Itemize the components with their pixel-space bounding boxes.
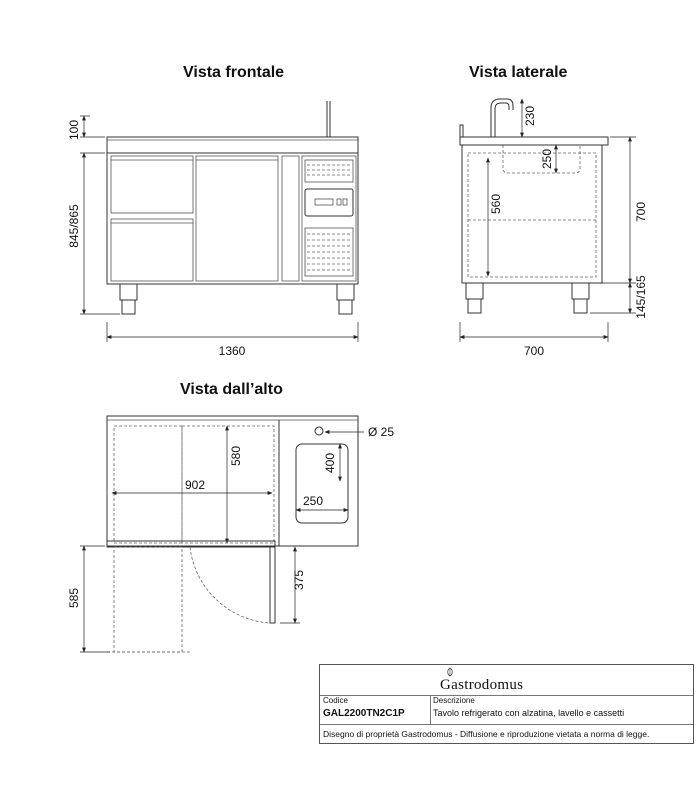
top-faucet-hole [315, 427, 323, 435]
top-dim-250: 250 [302, 494, 324, 508]
footer-notice: Disegno di proprietà Gastrodomus - Diffusione e riproduzione vietata a norma di legge. [323, 729, 650, 739]
side-worktop [460, 137, 608, 145]
top-dim-580: 580 [229, 445, 243, 467]
code-label: Codice [323, 696, 348, 705]
front-dim-height: 845/865 [67, 204, 81, 248]
front-leg-left [120, 284, 137, 300]
code-value: GAL2200TN2C1P [323, 708, 405, 719]
side-dim-depth: 700 [523, 344, 545, 358]
side-faucet [491, 99, 513, 137]
side-view-title: Vista laterale [469, 64, 568, 81]
front-vent-grille [305, 160, 353, 276]
front-dim-top: 100 [67, 119, 81, 141]
top-outline [107, 416, 358, 546]
side-dim-legs: 145/165 [634, 275, 648, 319]
side-dim-inner: 560 [489, 193, 503, 215]
side-view [460, 99, 648, 358]
top-drawer-open [114, 547, 182, 652]
front-door [196, 156, 278, 281]
side-leg-left [466, 283, 483, 299]
top-view-title: Vista dall’alto [180, 381, 283, 398]
side-dim-height: 700 [634, 201, 648, 223]
description-label: Descrizione [433, 696, 475, 705]
front-dim-width: 1360 [218, 344, 246, 358]
front-drawer-top [111, 156, 193, 213]
side-body [462, 145, 602, 283]
side-dim-faucet: 230 [523, 105, 537, 127]
front-backsplash [107, 137, 358, 153]
top-open-door [270, 547, 275, 623]
top-dim-hole: Ø 25 [368, 425, 395, 439]
top-dim-902: 902 [184, 478, 206, 492]
top-dim-585: 585 [67, 587, 81, 609]
top-dim-375: 375 [292, 569, 306, 591]
gastrodomus-logo-icon [445, 667, 455, 677]
front-body [107, 153, 358, 284]
front-view [67, 101, 358, 358]
brand-name: Gastrodomus [440, 677, 524, 693]
title-block [319, 664, 694, 744]
top-dim-400: 400 [323, 452, 337, 474]
description-value: Tavolo refrigerato con alzatina, lavello e cassetti [433, 708, 625, 718]
side-dim-sink-depth: 250 [540, 148, 554, 170]
top-view [67, 416, 394, 652]
top-drawers-area [114, 426, 182, 543]
side-leg-right [572, 283, 589, 299]
front-drawer-bottom [111, 219, 193, 281]
front-leg-right [337, 284, 354, 300]
front-control-display [305, 189, 353, 216]
front-view-title: Vista frontale [183, 64, 285, 81]
